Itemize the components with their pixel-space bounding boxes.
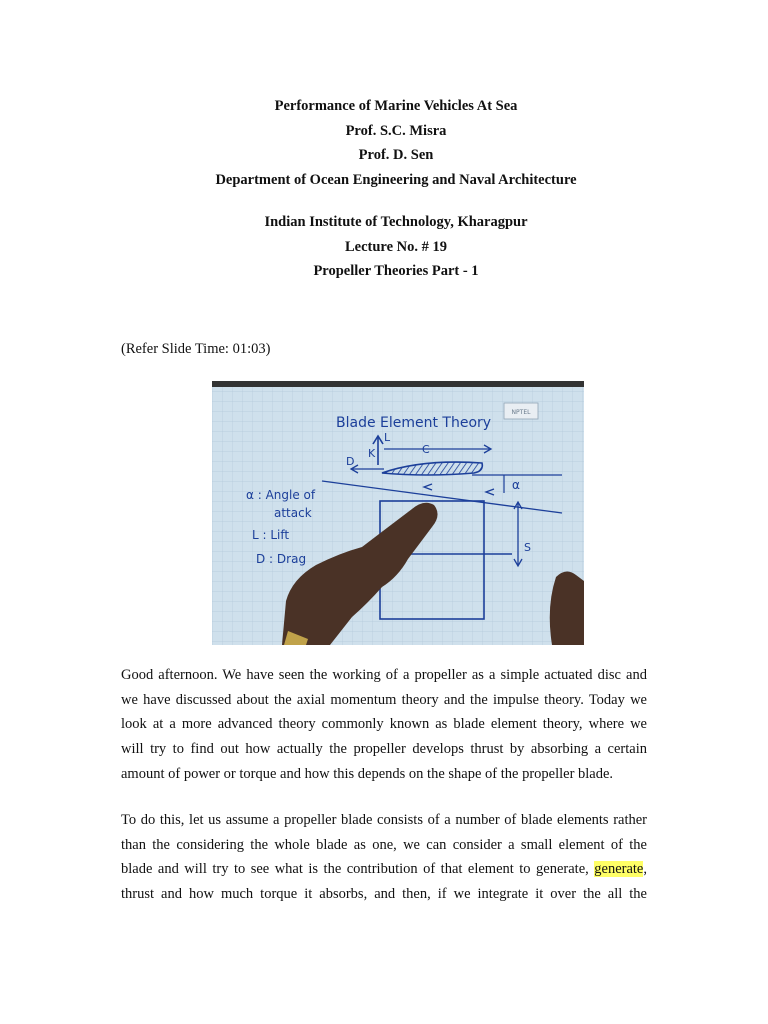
paragraph-line: than the considering the whole blade as one, we can consider a small element of the [121, 836, 647, 853]
professor-2: Prof. D. Sen [358, 147, 434, 163]
presenter-hand-right [550, 571, 584, 645]
professor-1: Prof. S.C. Misra [345, 122, 447, 139]
legend-alpha-line2: attack [274, 506, 312, 520]
paragraph-line: thrust and how much torque it absorbs, and then, if we integrate it over the all the [121, 886, 647, 903]
legend-lift: L : Lift [252, 528, 290, 542]
legend-drag: D : Drag [256, 552, 307, 566]
svg-text:K: K [368, 447, 376, 460]
institute: Indian Institute of Technology, Kharagpur [264, 214, 528, 230]
text-segment: blade and will try to see what is the contribution of that element to generate, [121, 861, 595, 878]
label-alpha: α [512, 478, 520, 492]
paragraph-line: will try to find out how actually the propeller develops thrust by absorbing a certain [121, 741, 647, 758]
legend-alpha-line1: α : Angle of [246, 488, 316, 502]
slide-drawing [212, 381, 584, 645]
paragraph-2 [121, 808, 647, 907]
paragraph-line: Good afternoon. We have seen the working of a propeller as a simple actuated disc and [121, 667, 647, 683]
lecture-title: Propeller Theories Part - 1 [313, 263, 479, 279]
label-drag: D [346, 455, 355, 468]
document-header [0, 94, 768, 284]
paragraph-line: we have discussed about the axial momentum theory and the impulse theory. Today we [121, 691, 647, 708]
label-chord: C [422, 443, 430, 456]
refer-slide-time: (Refer Slide Time: 01:03) [121, 341, 271, 357]
paragraph-line-highlighted [121, 857, 647, 882]
label-span: S [524, 541, 531, 554]
lecture-slide-image [212, 381, 584, 645]
highlighted-word: generate [594, 861, 644, 878]
slide-heading: Blade Element Theory [336, 415, 492, 431]
course-title: Performance of Marine Vehicles At Sea [274, 98, 518, 114]
department: Department of Ocean Engineering and Naval Architecture [215, 171, 577, 188]
text-segment: , [643, 861, 647, 878]
label-lift: L [384, 431, 391, 444]
paragraph-line: look at a more advanced theory commonly known as blade element theory, where we [121, 716, 647, 733]
logo-text: NPTEL [511, 409, 531, 416]
paragraph-line: amount of power or torque and how this depends on the shape of the propeller blade. [121, 765, 614, 782]
paragraph-line: To do this, let us assume a propeller blade consists of a number of blade elements rather [121, 812, 647, 828]
paragraph-1 [121, 663, 647, 786]
lecture-number: Lecture No. # 19 [344, 238, 448, 255]
